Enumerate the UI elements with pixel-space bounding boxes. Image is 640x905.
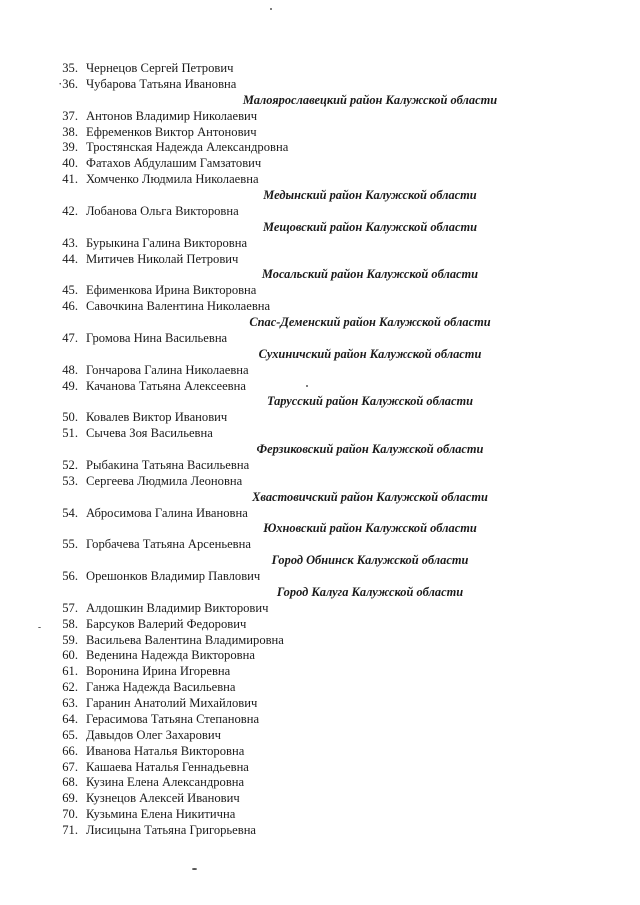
list-item-number: 43. <box>62 235 78 250</box>
list-item-name: Ефременков Виктор Антонович <box>86 124 257 139</box>
list-item <box>0 744 640 760</box>
section-heading <box>0 394 640 410</box>
list-item-number: 59. <box>62 632 78 647</box>
list-item <box>0 791 640 807</box>
list-item-number: 41. <box>62 172 78 187</box>
list-item-number: 64. <box>62 711 78 726</box>
list-item-name: Васильева Валентина Владимировна <box>86 632 284 647</box>
list-item <box>0 363 640 379</box>
list-item <box>0 728 640 744</box>
section-heading <box>0 521 640 537</box>
list-item-number: 54. <box>62 505 78 520</box>
list-item-number: 53. <box>62 473 78 488</box>
section-heading-text: Ферзиковский район Калужской области <box>256 442 484 456</box>
list-item-name: Барсуков Валерий Федорович <box>86 616 247 631</box>
list-item-number: 58. <box>62 616 78 631</box>
list-item-name: Гончарова Галина Николаевна <box>86 362 249 377</box>
list-item-number: 65. <box>62 727 78 742</box>
scan-speck <box>306 385 308 387</box>
section-heading-text: Мосальский район Калужской области <box>261 267 479 282</box>
list-item-name: Кашаева Наталья Геннадьевна <box>86 759 249 774</box>
list-item-number: 45. <box>62 283 78 298</box>
list-item <box>0 77 640 93</box>
section-heading <box>0 347 640 363</box>
section-heading-text: Город Обнинск Калужской области <box>271 553 469 568</box>
list-item-number: 60. <box>62 648 78 663</box>
list-item-name: Абросимова Галина Ивановна <box>86 505 248 520</box>
list-item <box>0 569 640 585</box>
list-item-name: Антонов Владимир Николаевич <box>86 108 258 123</box>
list-item <box>0 696 640 712</box>
list-item <box>0 458 640 474</box>
list-item-name: Ганжа Надежда Васильевна <box>86 680 236 695</box>
list-item <box>0 633 640 649</box>
section-heading-text: Тарусский район Калужской области <box>266 394 474 409</box>
section-heading-text: Город Калуга Калужской области <box>276 584 464 599</box>
list-item-number: 51. <box>62 426 78 441</box>
list-item-number: 66. <box>62 743 78 758</box>
list-item-name: Воронина Ирина Игоревна <box>86 664 231 679</box>
list-item <box>0 601 640 617</box>
list-item-number: 38. <box>62 124 78 139</box>
list-item-number: 67. <box>62 759 78 774</box>
section-heading <box>0 93 640 109</box>
scan-speck <box>270 8 272 10</box>
section-heading <box>0 315 640 331</box>
list-item-name: Кузнецов Алексей Иванович <box>86 791 240 806</box>
list-item-name: Чернецов Сергей Петрович <box>86 61 234 75</box>
section-heading <box>0 553 640 569</box>
list-item <box>0 172 640 188</box>
scan-speck <box>38 627 41 628</box>
list-item-number: 44. <box>62 251 78 266</box>
list-item-name: Давыдов Олег Захарович <box>86 727 221 742</box>
list-item <box>0 680 640 696</box>
list-item <box>0 379 640 395</box>
list-item-name: Хомченко Людмила Николаевна <box>86 172 259 187</box>
section-heading-text: Спас-Деменский район Калужской области <box>249 315 491 329</box>
list-item-name: Лисицына Татьяна Григорьевна <box>86 823 257 837</box>
list-item <box>0 109 640 125</box>
list-item-name: Кузьмина Елена Никитична <box>86 807 236 822</box>
list-item-name: Митичев Николай Петрович <box>86 251 239 266</box>
list-item-name: Веденина Надежда Викторовна <box>86 648 255 663</box>
document-page <box>0 61 640 839</box>
section-heading <box>0 490 640 506</box>
list-item-number: 62. <box>62 680 78 695</box>
list-item <box>0 140 640 156</box>
list-item-name: Качанова Татьяна Алексеевна <box>86 378 246 393</box>
list-item-number: 55. <box>62 537 78 552</box>
list-item <box>0 664 640 680</box>
list-item-number: 42. <box>62 203 78 218</box>
list-item-name: Сычева Зоя Васильевна <box>86 426 213 441</box>
section-heading-text: Сухиничский район Калужской области <box>258 346 482 361</box>
section-heading-text: Медынский район Калужской области <box>263 188 477 202</box>
list-item-number: 47. <box>62 330 78 345</box>
list-item-name: Герасимова Татьяна Степановна <box>86 711 260 726</box>
list-item-number: 70. <box>62 807 78 822</box>
list-item <box>0 299 640 315</box>
list-item <box>0 506 640 522</box>
list-item-number: 39. <box>62 140 78 155</box>
list-item <box>0 537 640 553</box>
list-item <box>0 712 640 728</box>
list-item-name: Ковалев Виктор Иванович <box>86 410 228 425</box>
section-heading <box>0 585 640 601</box>
list-item-name: Орешонков Владимир Павлович <box>86 569 261 583</box>
list-item-number: ·36. <box>58 76 78 91</box>
section-heading-text: Мещовский район Калужской области <box>263 219 477 234</box>
list-item-name: Горбачева Татьяна Арсеньевна <box>86 537 251 552</box>
list-item-name: Лобанова Ольга Викторовна <box>86 203 239 218</box>
list-item-number: 49. <box>62 378 78 393</box>
list-item-name: Гаранин Анатолий Михайлович <box>86 696 258 710</box>
list-item <box>0 426 640 442</box>
list-item-number: 61. <box>62 664 78 679</box>
list-item-name: Фатахов Абдулашим Гамзатович <box>86 156 262 171</box>
list-item-number: 37. <box>62 108 78 123</box>
section-heading-text: Малоярославецкий район Калужской области <box>242 92 498 107</box>
list-item <box>0 410 640 426</box>
list-item <box>0 252 640 268</box>
list-item-name: Бурыкина Галина Викторовна <box>86 235 248 250</box>
section-heading <box>0 188 640 204</box>
list-item <box>0 331 640 347</box>
list-item-number: 48. <box>62 362 78 377</box>
section-heading-text: Юхновский район Калужской области <box>263 521 477 536</box>
list-item-number: 52. <box>62 457 78 472</box>
list-item-number: 35. <box>62 61 78 75</box>
list-item <box>0 648 640 664</box>
list-item <box>0 823 640 839</box>
list-item-number: 57. <box>62 600 78 615</box>
list-item-name: Савочкина Валентина Николаевна <box>86 299 271 314</box>
list-item <box>0 617 640 633</box>
list-item <box>0 61 640 77</box>
list-item-name: Иванова Наталья Викторовна <box>86 743 245 758</box>
list-item <box>0 236 640 252</box>
section-heading <box>0 442 640 458</box>
list-item <box>0 474 640 490</box>
scan-speck <box>192 868 197 870</box>
list-item <box>0 156 640 172</box>
section-heading-text: Хвастовичский район Калужской области <box>252 489 488 504</box>
list-item-number: 56. <box>62 569 78 583</box>
list-item-name: Тростянская Надежда Александровна <box>86 140 289 155</box>
list-item <box>0 125 640 141</box>
list-item-name: Ефименкова Ирина Викторовна <box>86 283 257 298</box>
list-item-number: 40. <box>62 156 78 171</box>
list-item-number: 71. <box>62 823 78 837</box>
list-item <box>0 775 640 791</box>
section-heading <box>0 220 640 236</box>
list-item-name: Громова Нина Васильевна <box>86 330 228 345</box>
list-item <box>0 204 640 220</box>
list-item-name: Алдошкин Владимир Викторович <box>86 600 269 615</box>
list-item-number: 63. <box>62 696 78 710</box>
section-heading <box>0 267 640 283</box>
list-item-name: Сергеева Людмила Леоновна <box>86 473 243 488</box>
list-item-number: 50. <box>62 410 78 425</box>
list-item <box>0 807 640 823</box>
list-item-name: Кузина Елена Александровна <box>86 775 245 790</box>
list-item-number: 69. <box>62 791 78 806</box>
list-item-name: Чубарова Татьяна Ивановна <box>86 76 237 91</box>
list-item-number: 46. <box>62 299 78 314</box>
list-item-number: 68. <box>62 775 78 790</box>
list-item <box>0 760 640 776</box>
list-item-name: Рыбакина Татьяна Васильевна <box>86 457 250 472</box>
list-item <box>0 283 640 299</box>
